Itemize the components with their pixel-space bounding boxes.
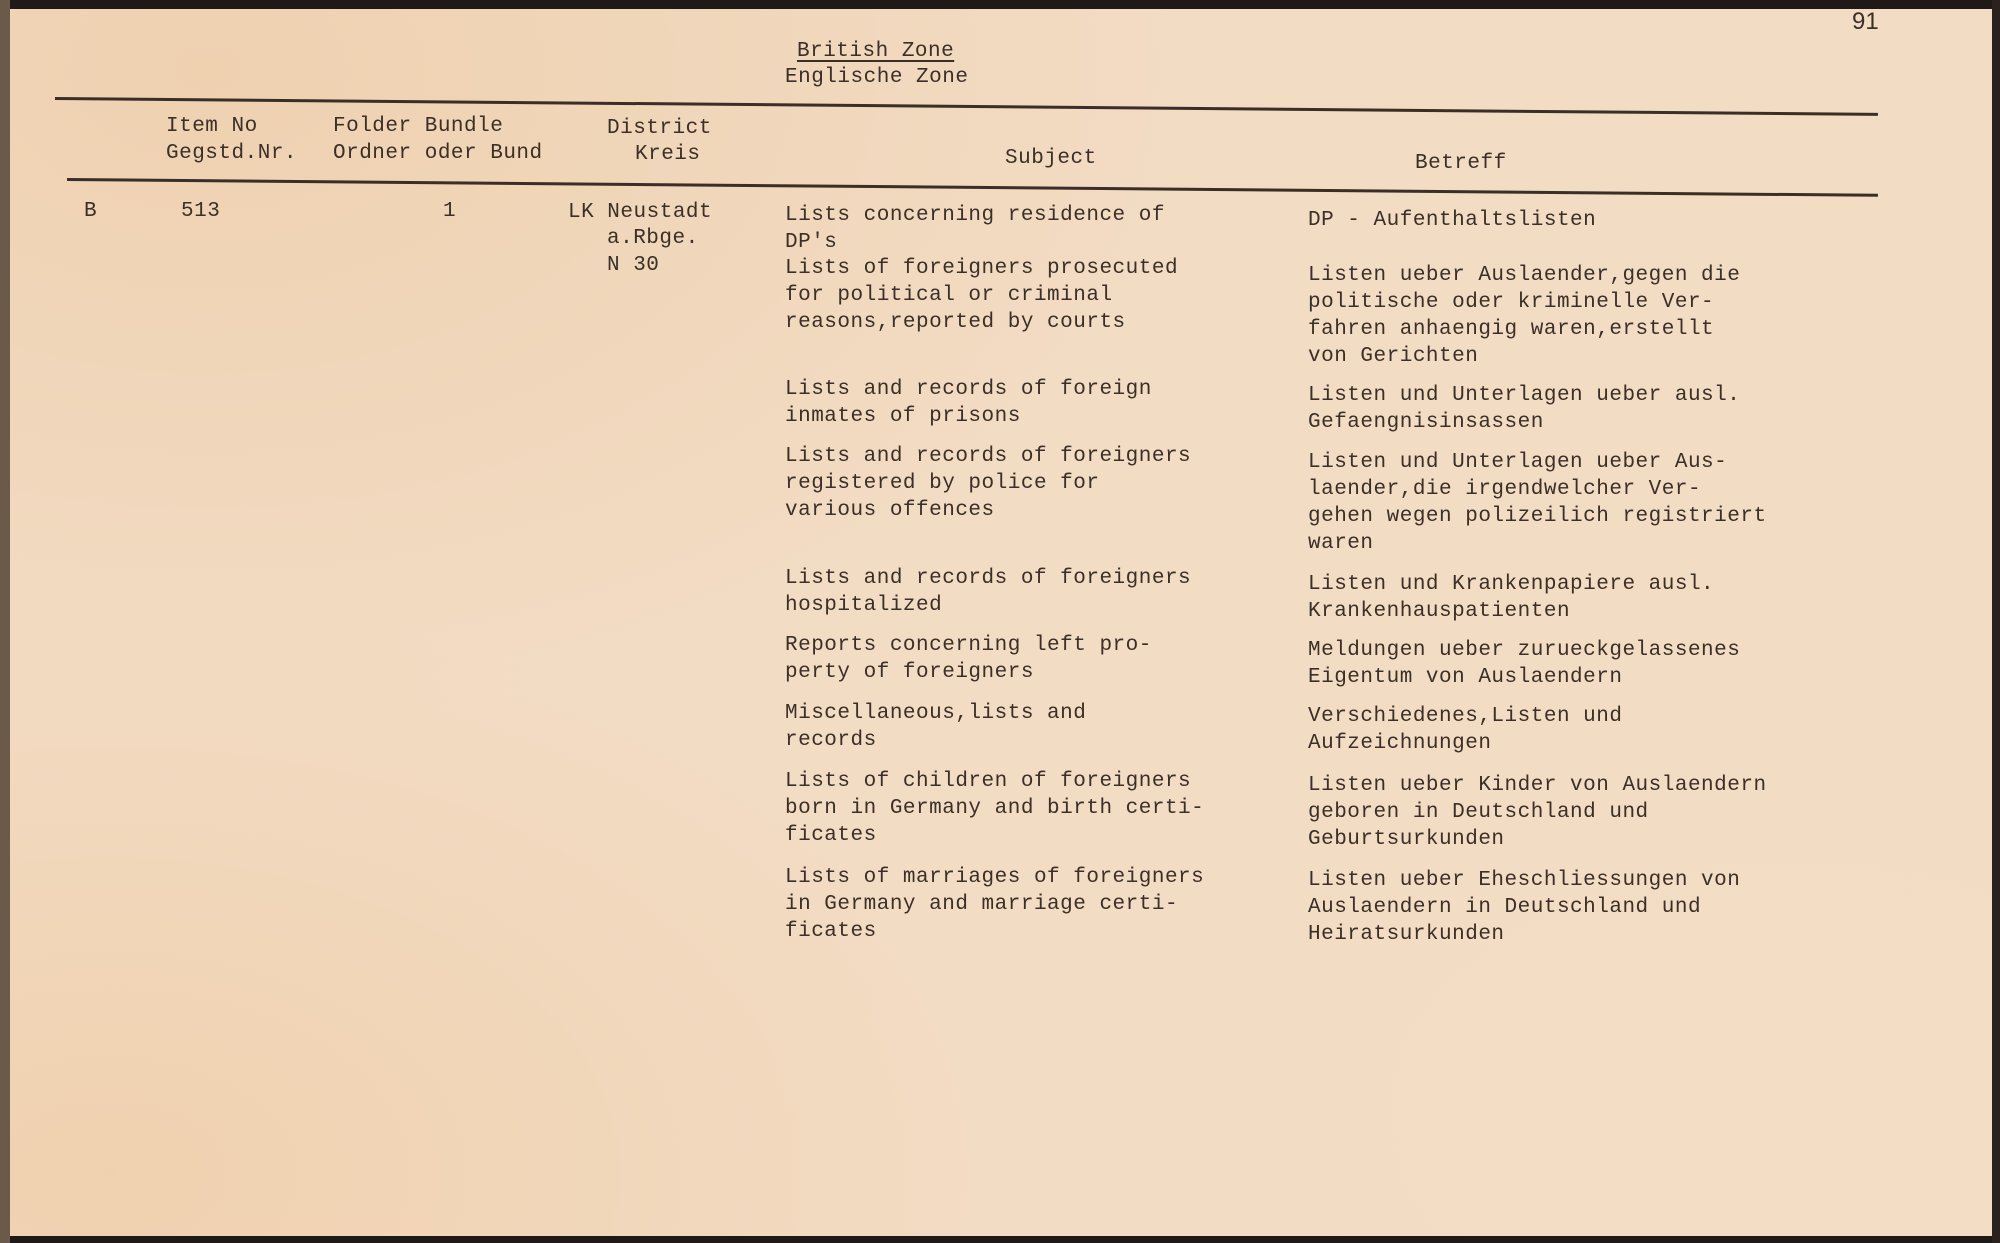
subject-entry (785, 565, 1191, 619)
header-item-no (166, 113, 297, 167)
subject-line: Lists and records of foreign (785, 378, 1152, 401)
subject-line: for political or criminal (785, 284, 1113, 307)
subject-entry (785, 255, 1178, 336)
subject-entry (785, 202, 1165, 256)
subject-line: in Germany and marriage certi- (785, 893, 1179, 916)
betreff-line: Listen ueber Eheschliessungen von (1308, 869, 1741, 892)
betreff-line: von Gerichten (1308, 345, 1479, 368)
subject-line: registered by police for (785, 472, 1100, 495)
header-item-no-en: Item No (166, 115, 258, 138)
betreff-line: politische oder kriminelle Ver- (1308, 291, 1715, 314)
betreff-entry (1308, 772, 1767, 853)
subject-line: ficates (785, 824, 877, 847)
folder-bundle-number: 1 (443, 200, 457, 223)
subject-line: Lists concerning residence of (785, 204, 1165, 227)
zone-letter: B (84, 200, 98, 223)
page-number: 91 (1852, 8, 1879, 35)
betreff-line: fahren anhaengig waren,erstellt (1308, 318, 1715, 341)
subject-line: DP's (785, 231, 838, 254)
district-line-2: a.Rbge. (607, 227, 699, 250)
subject-entry (785, 632, 1152, 686)
subject-line: ficates (785, 920, 877, 943)
betreff-line: Meldungen ueber zurueckgelassenes (1308, 639, 1741, 662)
betreff-line: Krankenhauspatienten (1308, 600, 1571, 623)
subject-line: Reports concerning left pro- (785, 634, 1152, 657)
subject-entry (785, 443, 1191, 524)
district-line-3: N 30 (607, 254, 660, 277)
betreff-line: Listen und Unterlagen ueber ausl. (1308, 384, 1741, 407)
betreff-entry (1308, 867, 1740, 948)
page-left-edge (0, 0, 10, 1243)
betreff-entry (1308, 637, 1740, 691)
subject-line: various offences (785, 499, 995, 522)
subject-line: perty of foreigners (785, 661, 1034, 684)
header-district-en: District (607, 117, 712, 140)
subject-line: Miscellaneous,lists and (785, 702, 1087, 725)
betreff-line: Listen ueber Kinder von Auslaendern (1308, 774, 1767, 797)
betreff-line: geboren in Deutschland und (1308, 801, 1649, 824)
subject-line: Lists of foreigners prosecuted (785, 257, 1179, 280)
subject-entry (785, 864, 1204, 945)
betreff-line: gehen wegen polizeilich registriert (1308, 505, 1767, 528)
page-right-edge (1992, 0, 2000, 1243)
betreff-line: Auslaendern in Deutschland und (1308, 896, 1702, 919)
header-subject: Subject (1005, 147, 1097, 170)
betreff-line: Aufzeichnungen (1308, 732, 1492, 755)
subject-entry (785, 768, 1204, 849)
title-english: British Zone (797, 40, 955, 63)
subject-entry (785, 700, 1086, 754)
betreff-line: Listen und Unterlagen ueber Aus- (1308, 451, 1728, 474)
subject-line: Lists and records of foreigners (785, 445, 1192, 468)
betreff-line: Listen und Krankenpapiere ausl. (1308, 573, 1715, 596)
betreff-line: DP - Aufenthaltslisten (1308, 209, 1597, 232)
betreff-line: laender,die irgendwelcher Ver- (1308, 478, 1702, 501)
header-district-de: Kreis (635, 143, 701, 166)
subject-entry (785, 376, 1152, 430)
subject-line: hospitalized (785, 594, 943, 617)
betreff-line: Eigentum von Auslaendern (1308, 666, 1623, 689)
header-folder-bundle (333, 113, 543, 167)
betreff-line: Heiratsurkunden (1308, 923, 1505, 946)
betreff-entry (1308, 703, 1622, 757)
subject-line: Lists and records of foreigners (785, 567, 1192, 590)
betreff-line: waren (1308, 532, 1374, 555)
header-item-no-de: Gegstd.Nr. (166, 142, 298, 165)
betreff-entry (1308, 382, 1740, 436)
betreff-entry (1308, 262, 1740, 370)
title-german: Englische Zone (785, 66, 969, 89)
subject-line: Lists of marriages of foreigners (785, 866, 1205, 889)
subject-line: born in Germany and birth certi- (785, 797, 1205, 820)
betreff-line: Geburtsurkunden (1308, 828, 1505, 851)
betreff-entry (1308, 207, 1596, 234)
header-folder-bundle-en: Folder Bundle (333, 115, 504, 138)
betreff-line: Listen ueber Auslaender,gegen die (1308, 264, 1741, 287)
item-number: 513 (181, 200, 221, 223)
betreff-entry (1308, 571, 1714, 625)
district-line-1: LK Neustadt (568, 201, 713, 224)
header-betreff: Betreff (1415, 152, 1507, 175)
subject-line: reasons,reported by courts (785, 311, 1126, 334)
betreff-line: Gefaengnisinsassen (1308, 411, 1544, 434)
betreff-entry (1308, 449, 1767, 557)
subject-line: records (785, 729, 877, 752)
subject-line: Lists of children of foreigners (785, 770, 1192, 793)
subject-line: inmates of prisons (785, 405, 1021, 428)
header-folder-bundle-de: Ordner oder Bund (333, 142, 543, 165)
betreff-line: Verschiedenes,Listen und (1308, 705, 1623, 728)
